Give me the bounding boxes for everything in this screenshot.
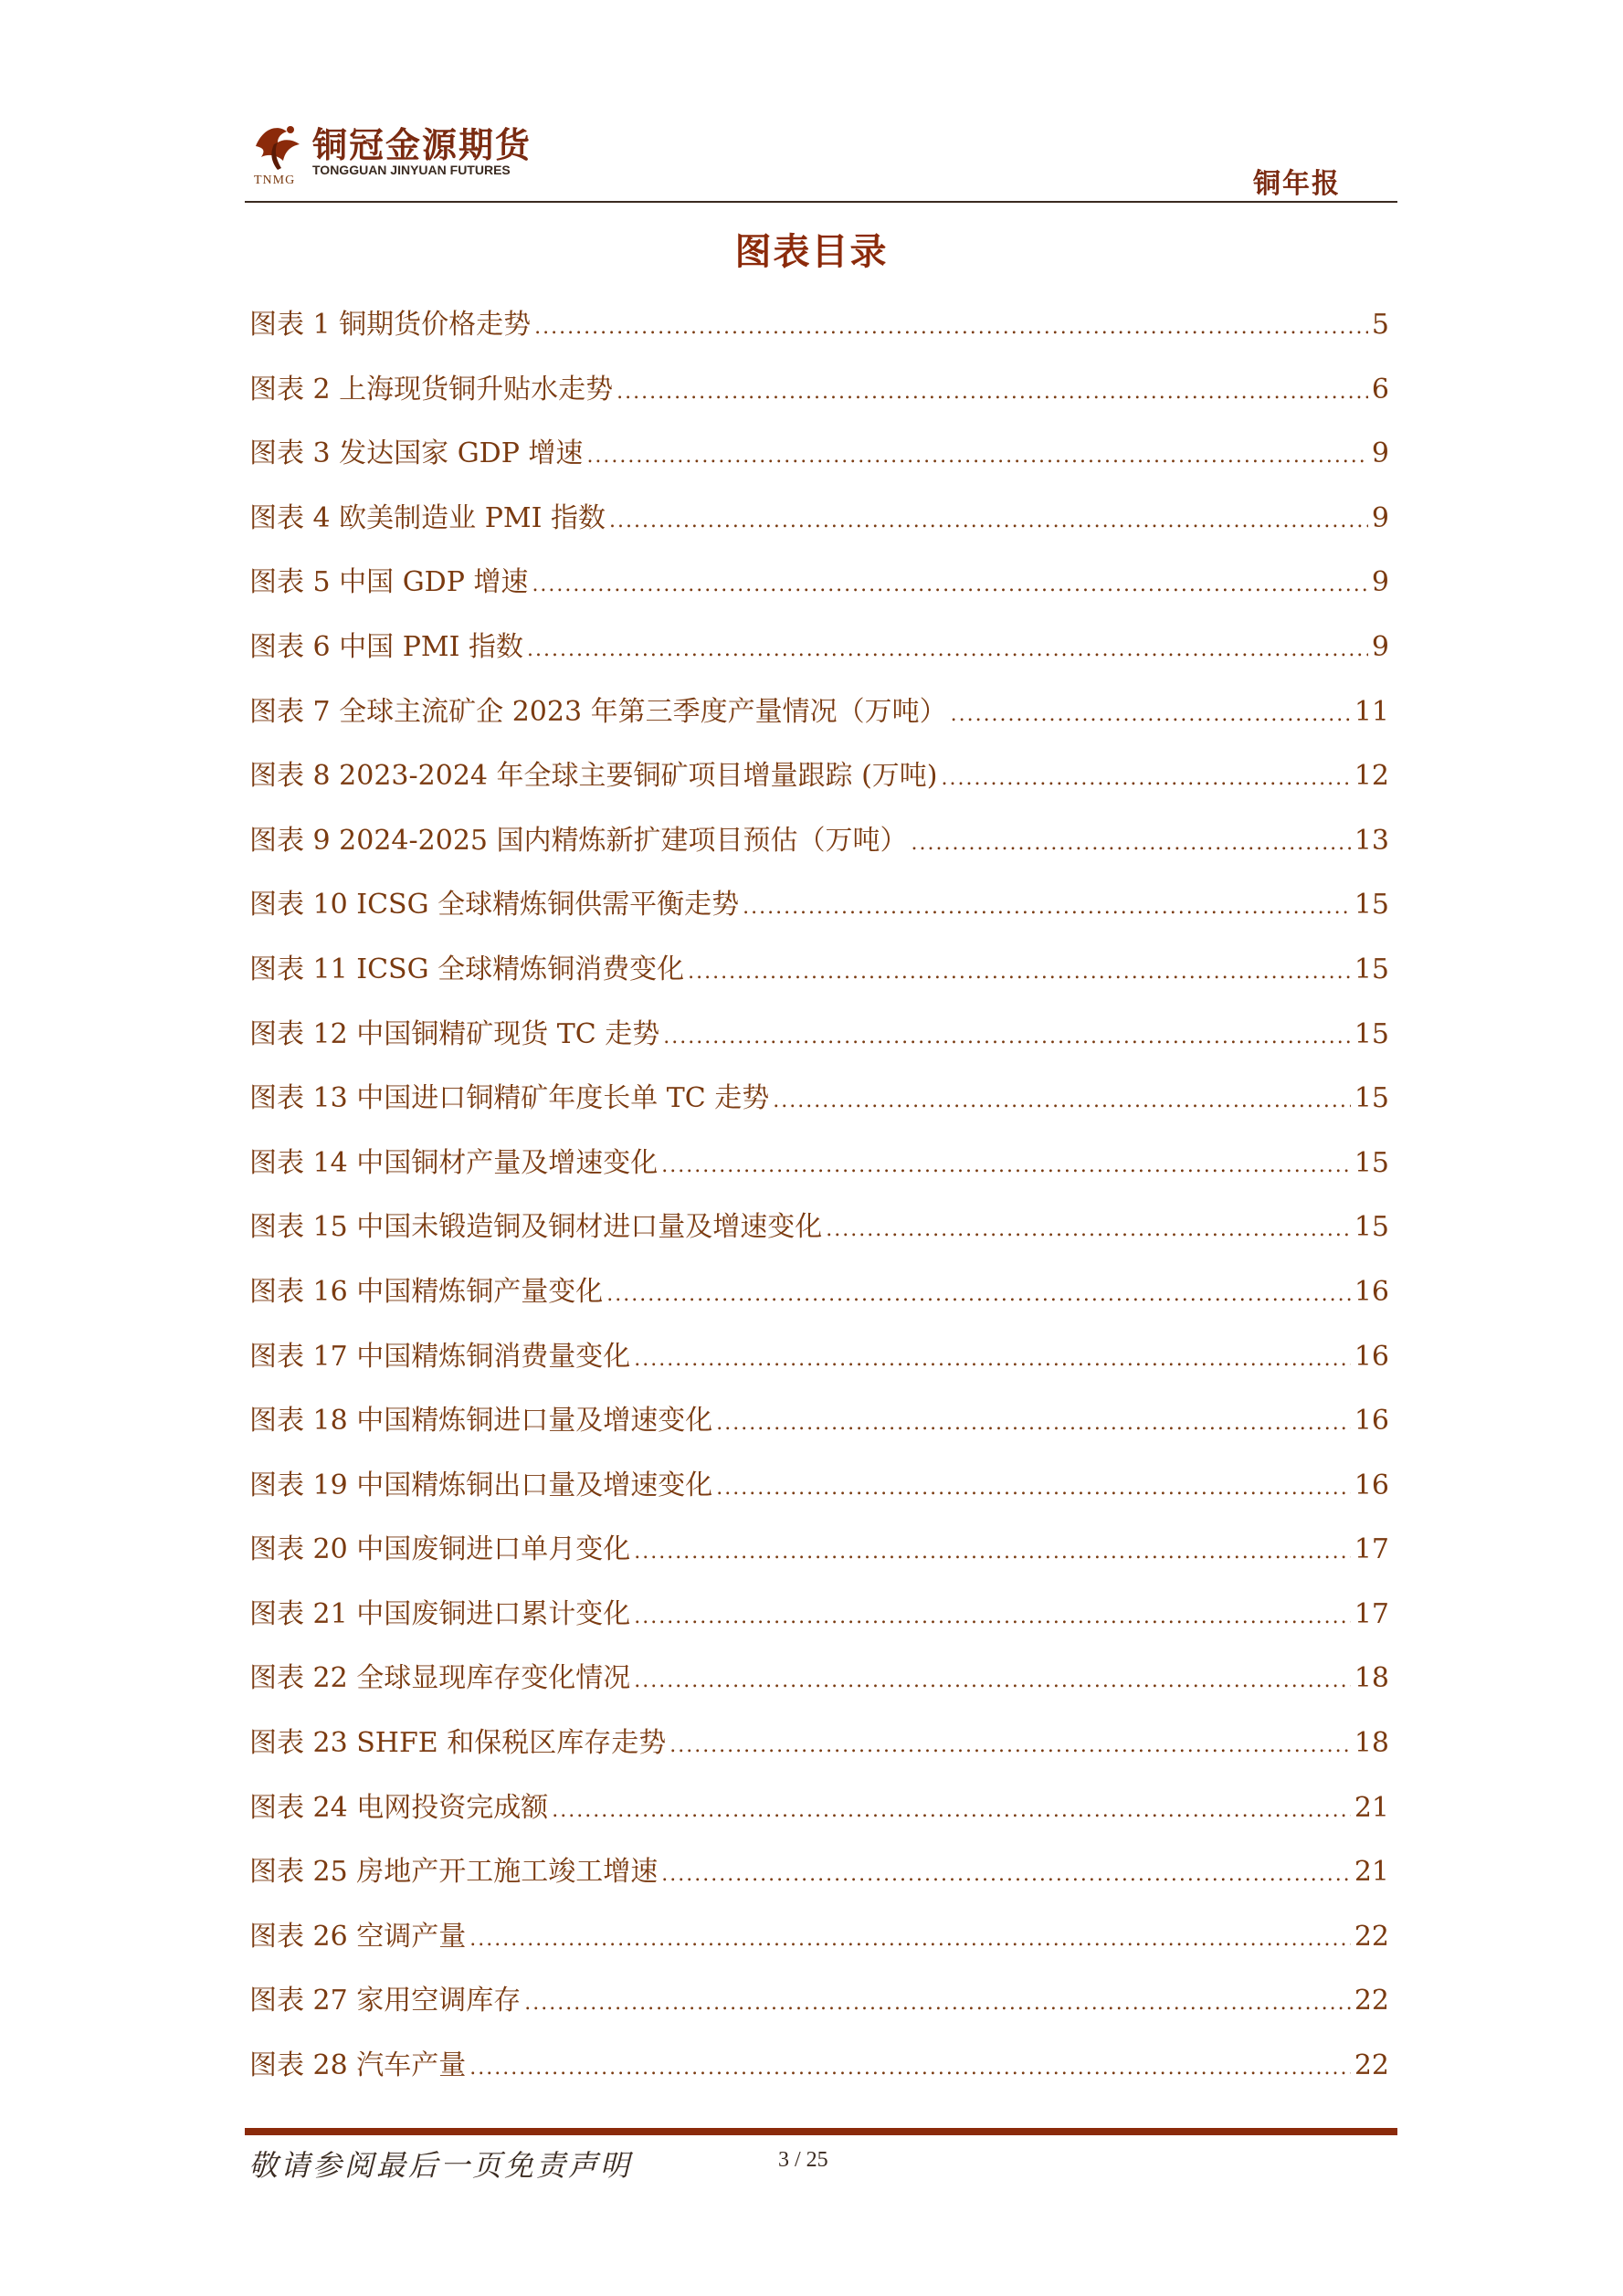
toc-entry-page: 15: [1354, 1082, 1389, 1115]
toc-entry-page: 17: [1354, 1597, 1389, 1630]
toc-entry[interactable]: [249, 881, 1389, 946]
toc-entry-page: 22: [1354, 1985, 1389, 2017]
toc-entry-label: 图表 26 空调产量: [249, 1920, 467, 1953]
toc-dot-leader: [661, 1143, 1351, 1190]
toc-entry-page: 15: [1354, 1211, 1389, 1244]
toc-dot-leader: [669, 1722, 1351, 1770]
toc-entry-page: 22: [1354, 2049, 1389, 2082]
toc-dot-leader: [716, 1400, 1351, 1448]
toc-entry-page: 12: [1354, 760, 1389, 793]
toc-entry-label: 图表 9 2024-2025 国内精炼新扩建项目预估（万吨）: [249, 824, 908, 857]
toc-entry[interactable]: [249, 1848, 1389, 1913]
toc-entry-page: 16: [1354, 1340, 1389, 1373]
toc-entry[interactable]: [249, 1011, 1389, 1076]
toc-dot-leader: [743, 884, 1351, 932]
toc-title: 图表目录: [734, 231, 889, 273]
toc-entry-label: 图表 16 中国精炼铜产量变化: [249, 1275, 604, 1308]
toc-entry-page: 21: [1354, 1791, 1389, 1824]
toc-dot-leader: [634, 1336, 1351, 1384]
toc-entry-page: 5: [1371, 309, 1389, 341]
toc-dot-leader: [716, 1465, 1351, 1512]
toc-entry[interactable]: [249, 817, 1389, 882]
toc-entry-page: 15: [1354, 953, 1389, 985]
toc-entry[interactable]: [249, 1075, 1389, 1140]
toc-entry-page: 17: [1354, 1533, 1389, 1566]
toc-entry-label: 图表 28 汽车产量: [249, 2049, 467, 2082]
toc-entry[interactable]: [249, 1333, 1389, 1398]
toc-entry[interactable]: [249, 430, 1389, 495]
toc-entry-page: 18: [1354, 1727, 1389, 1760]
toc-entry-label: 图表 4 欧美制造业 PMI 指数: [249, 501, 606, 534]
toc-entry-page: 13: [1354, 824, 1389, 857]
toc-dot-leader: [532, 562, 1367, 609]
toc-entry-label: 图表 1 铜期货价格走势: [249, 309, 532, 341]
toc-dot-leader: [634, 1594, 1351, 1641]
toc-entry[interactable]: [249, 1269, 1389, 1333]
page-header: [245, 108, 1397, 205]
toc-entry-page: 9: [1371, 437, 1389, 470]
toc-dot-leader: [552, 1787, 1351, 1835]
toc-dot-leader: [912, 820, 1351, 868]
toc-dot-leader: [606, 1271, 1351, 1319]
toc-entry-page: 16: [1354, 1469, 1389, 1501]
toc-entry-label: 图表 14 中国铜材产量及增速变化: [249, 1146, 659, 1179]
footer-divider: [245, 2128, 1397, 2135]
toc-dot-leader: [951, 691, 1351, 739]
toc-entry-label: 图表 15 中国未锻造铜及铜材进口量及增速变化: [249, 1211, 823, 1244]
toc-dot-leader: [826, 1206, 1351, 1254]
toc-entry-label: 图表 2 上海现货铜升贴水走势: [249, 373, 614, 405]
toc-dot-leader: [773, 1078, 1351, 1125]
toc-entry-label: 图表 12 中国铜精矿现货 TC 走势: [249, 1017, 660, 1050]
toc-entry-page: 18: [1354, 1662, 1389, 1695]
toc-dot-leader: [469, 2045, 1351, 2092]
header-divider: [245, 201, 1397, 203]
toc-entry[interactable]: [249, 946, 1389, 1011]
toc-entry[interactable]: [249, 1913, 1389, 1978]
toc-entry-page: 15: [1354, 1146, 1389, 1179]
toc-dot-leader: [663, 1014, 1351, 1061]
disclaimer-note: 敬请参阅最后一页免责声明: [248, 2148, 633, 2183]
toc-entry-label: 图表 22 全球显现库存变化情况: [249, 1662, 631, 1695]
toc-dot-leader: [634, 1658, 1351, 1705]
toc-entry[interactable]: [249, 1462, 1389, 1527]
toc-entry-page: 15: [1354, 889, 1389, 922]
toc-dot-leader: [634, 1529, 1351, 1576]
toc-entry[interactable]: [249, 495, 1389, 560]
logo-icon: [250, 119, 307, 174]
toc-entry-label: 图表 3 发达国家 GDP 增速: [249, 437, 584, 470]
toc-entry-label: 图表 5 中国 GDP 增速: [249, 566, 529, 599]
toc-entry[interactable]: [249, 1785, 1389, 1849]
toc-entry-page: 11: [1354, 695, 1389, 728]
toc-entry[interactable]: [249, 366, 1389, 431]
toc-entry-label: 图表 21 中国废铜进口累计变化: [249, 1597, 631, 1630]
toc-entry-page: 16: [1354, 1275, 1389, 1308]
toc-entry-label: 图表 25 房地产开工施工竣工增速: [249, 1856, 659, 1889]
toc-entry-page: 22: [1354, 1920, 1389, 1953]
toc-entry-label: 图表 24 电网投资完成额: [249, 1791, 549, 1824]
toc-entry-label: 图表 23 SHFE 和保税区库存走势: [249, 1727, 667, 1760]
toc-entry-page: 9: [1371, 630, 1389, 663]
logo-english-name: TONGGUAN JINYUAN FUTURES: [312, 163, 511, 177]
toc-entry-page: 9: [1371, 566, 1389, 599]
toc-dot-leader: [586, 433, 1367, 480]
toc-entry[interactable]: [249, 1655, 1389, 1720]
logo-abbreviation: TNMG: [254, 174, 296, 187]
toc-entry[interactable]: [249, 624, 1389, 689]
toc-entry[interactable]: [249, 1977, 1389, 2042]
toc-entry[interactable]: [249, 559, 1389, 624]
toc-entry-label: 图表 27 家用空调库存: [249, 1985, 522, 2017]
toc-entry-page: 6: [1371, 373, 1389, 405]
toc-entry[interactable]: [249, 1720, 1389, 1785]
toc-entry[interactable]: [249, 753, 1389, 817]
page-number: 3 / 25: [778, 2148, 828, 2172]
toc-entry-label: 图表 10 ICSG 全球精炼铜供需平衡走势: [249, 889, 740, 922]
toc-entry-page: 16: [1354, 1405, 1389, 1438]
toc-entry-label: 图表 19 中国精炼铜出口量及增速变化: [249, 1469, 713, 1501]
toc-entry[interactable]: [249, 1526, 1389, 1591]
toc-entry-page: 9: [1371, 501, 1389, 534]
toc-dot-leader: [469, 1916, 1351, 1964]
toc-dot-leader: [609, 498, 1368, 545]
toc-entry-page: 21: [1354, 1856, 1389, 1889]
toc-entry-label: 图表 6 中国 PMI 指数: [249, 630, 523, 663]
toc-entry[interactable]: [249, 1140, 1389, 1205]
toc-dot-leader: [688, 949, 1351, 996]
toc-dot-leader: [527, 627, 1368, 674]
toc-dot-leader: [534, 304, 1368, 352]
company-logo: [245, 108, 574, 190]
toc-dot-leader: [617, 369, 1368, 416]
toc-list: [249, 301, 1389, 2107]
toc-entry[interactable]: [249, 1397, 1389, 1462]
toc-entry[interactable]: [249, 689, 1389, 753]
toc-entry-label: 图表 20 中国废铜进口单月变化: [249, 1533, 631, 1566]
toc-entry[interactable]: [249, 2042, 1389, 2107]
toc-dot-leader: [941, 755, 1350, 803]
toc-entry[interactable]: [249, 301, 1389, 366]
logo-chinese-name: 铜冠金源期货: [312, 125, 532, 165]
toc-entry-label: 图表 18 中国精炼铜进口量及增速变化: [249, 1405, 713, 1438]
report-type-label: 铜年报: [1253, 168, 1341, 200]
toc-entry-label: 图表 8 2023-2024 年全球主要铜矿项目增量跟踪 (万吨): [249, 760, 938, 793]
toc-entry[interactable]: [249, 1204, 1389, 1269]
toc-entry-label: 图表 13 中国进口铜精矿年度长单 TC 走势: [249, 1082, 770, 1115]
toc-dot-leader: [661, 1851, 1351, 1899]
toc-entry-label: 图表 11 ICSG 全球精炼铜消费变化: [249, 953, 685, 985]
toc-entry-label: 图表 17 中国精炼铜消费量变化: [249, 1340, 631, 1373]
toc-entry-page: 15: [1354, 1017, 1389, 1050]
toc-entry-label: 图表 7 全球主流矿企 2023 年第三季度产量情况（万吨）: [249, 695, 947, 728]
toc-entry[interactable]: [249, 1591, 1389, 1656]
toc-dot-leader: [524, 1980, 1351, 2027]
